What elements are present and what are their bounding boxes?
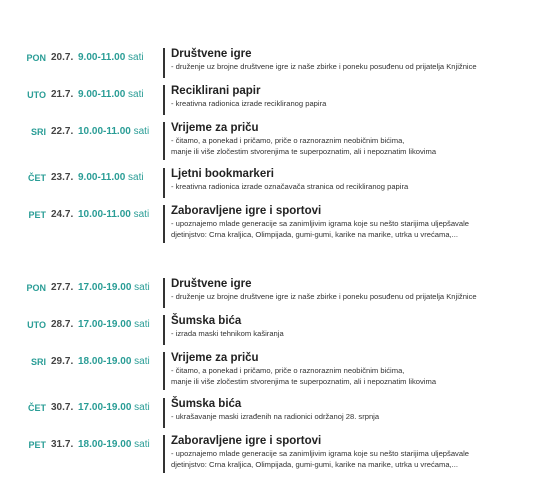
date-label: 30.7. <box>51 402 74 413</box>
activity-title: Zaboravljene igre i sportovi <box>171 205 322 217</box>
activity-description: - druženje uz brojne društvene igre iz naše zbirke i poneku posuđenu od prijatelja Knjižnice <box>171 292 477 301</box>
activity-title: Vrijeme za priču <box>171 122 259 134</box>
activity-title: Šumska bića <box>171 398 242 410</box>
activity-content <box>171 435 526 470</box>
schedule-row <box>0 168 534 205</box>
time-unit: sati <box>134 402 150 413</box>
activity-description: manje ili više zločestim stvorenjima te superpoznatim, ali i nepoznatim likovima <box>171 377 437 386</box>
day-label: SRI <box>30 357 46 367</box>
time-unit: sati <box>134 356 150 367</box>
day-label: PET <box>28 210 46 220</box>
date-label: 20.7. <box>51 52 74 63</box>
time-range: 18.00-19.00 <box>78 356 132 367</box>
date-label: 31.7. <box>51 439 74 450</box>
day-label: UTO <box>27 90 46 100</box>
time-label <box>78 439 150 450</box>
time-label <box>78 209 149 220</box>
date-label: 22.7. <box>51 126 74 137</box>
time-unit: sati <box>133 126 150 137</box>
time-label <box>78 89 144 100</box>
schedule-row <box>0 85 534 122</box>
vertical-divider <box>163 278 165 308</box>
time-range: 17.00-19.00 <box>78 319 132 330</box>
activity-description: - čitamo, a ponekad i pričamo, priče o raznoraznim neobičnim bićima, <box>171 366 405 375</box>
time-unit: sati <box>128 52 144 63</box>
activity-content <box>171 278 526 302</box>
vertical-divider <box>163 435 165 473</box>
activity-content <box>171 85 526 109</box>
day-label: PET <box>28 440 46 450</box>
activity-title: Društvene igre <box>171 278 252 290</box>
vertical-divider <box>163 122 165 160</box>
time-range: 9.00-11.00 <box>78 172 126 183</box>
activity-description: - upoznajemo mlade generacije sa zanimljivim igrama koje su nešto starijima uljepšavale <box>171 449 469 458</box>
time-label <box>78 356 150 367</box>
day-label: SRI <box>30 127 46 137</box>
activity-description: - čitamo, a ponekad i pričamo, priče o raznoraznim neobičnim bićima, <box>171 136 405 145</box>
day-label: UTO <box>27 320 46 330</box>
day-label: ČET <box>28 403 46 413</box>
time-label <box>78 319 150 330</box>
schedule-row <box>0 315 534 352</box>
time-range: 9.00-11.00 <box>78 52 126 63</box>
time-unit: sati <box>134 319 150 330</box>
week-schedule-1 <box>0 48 534 251</box>
time-unit: sati <box>128 89 144 100</box>
activity-description: - druženje uz brojne društvene igre iz naše zbirke i poneku posuđenu od prijatelja Knjižnice <box>171 62 477 71</box>
vertical-divider <box>163 352 165 390</box>
time-unit: sati <box>133 209 150 220</box>
date-label: 23.7. <box>51 172 74 183</box>
activity-title: Reciklirani papir <box>171 85 261 97</box>
activity-title: Šumska bića <box>171 315 242 327</box>
day-label: ČET <box>28 173 46 183</box>
activity-description: manje ili više zločestim stvorenjima te superpoznatim, ali i nepoznatim likovima <box>171 147 437 156</box>
activity-content <box>171 352 526 387</box>
activity-description: - izrada maski tehnikom kaširanja <box>171 329 284 338</box>
activity-description: - kreativna radionica izrade označavača stranica od recikliranog papira <box>171 182 409 191</box>
schedule-row <box>0 352 534 398</box>
activity-content <box>171 48 526 72</box>
time-range: 10.00-11.00 <box>78 126 131 137</box>
activity-description: - kreativna radionica izrade recikliranog papira <box>171 99 327 108</box>
schedule-row <box>0 205 534 251</box>
vertical-divider <box>163 48 165 78</box>
time-label <box>78 402 150 413</box>
activity-content <box>171 315 526 339</box>
day-label: PON <box>26 283 46 293</box>
time-unit: sati <box>134 439 150 450</box>
vertical-divider <box>163 315 165 345</box>
vertical-divider <box>163 205 165 243</box>
time-label <box>78 52 144 63</box>
time-label <box>78 282 150 293</box>
time-range: 17.00-19.00 <box>78 402 132 413</box>
activity-content <box>171 122 526 157</box>
activity-description: djetinjstvo: Crna kraljica, Olimpijada, gumi-gumi, karike na marike, utrka u vrećama,... <box>171 460 458 469</box>
activity-content <box>171 168 526 192</box>
activity-content <box>171 205 526 240</box>
activity-content <box>171 398 526 422</box>
activity-description: djetinjstvo: Crna kraljica, Olimpijada, gumi-gumi, karike na marike, utrka u vrećama,... <box>171 230 458 239</box>
date-label: 27.7. <box>51 282 74 293</box>
activity-title: Ljetni bookmarkeri <box>171 168 274 180</box>
schedule-row <box>0 48 534 85</box>
day-label: PON <box>26 53 46 63</box>
schedule-row <box>0 435 534 481</box>
activity-description: - ukrašavanje maski izrađenih na radionici održanoj 28. srpnja <box>171 412 380 421</box>
time-label <box>78 126 149 137</box>
activity-title: Društvene igre <box>171 48 252 60</box>
date-label: 28.7. <box>51 319 74 330</box>
time-unit: sati <box>134 282 150 293</box>
schedule-row <box>0 122 534 168</box>
vertical-divider <box>163 398 165 428</box>
time-range: 10.00-11.00 <box>78 209 131 220</box>
time-range: 17.00-19.00 <box>78 282 132 293</box>
time-range: 18.00-19.00 <box>78 439 132 450</box>
schedule-row <box>0 278 534 315</box>
date-label: 29.7. <box>51 356 74 367</box>
vertical-divider <box>163 85 165 115</box>
activity-title: Zaboravljene igre i sportovi <box>171 435 322 447</box>
time-unit: sati <box>128 172 144 183</box>
activity-title: Vrijeme za priču <box>171 352 259 364</box>
time-label <box>78 172 144 183</box>
vertical-divider <box>163 168 165 198</box>
date-label: 21.7. <box>51 89 74 100</box>
time-range: 9.00-11.00 <box>78 89 126 100</box>
activity-description: - upoznajemo mlade generacije sa zanimljivim igrama koje su nešto starijima uljepšavale <box>171 219 469 228</box>
date-label: 24.7. <box>51 209 74 220</box>
schedule-row <box>0 398 534 435</box>
week-schedule-2 <box>0 278 534 481</box>
